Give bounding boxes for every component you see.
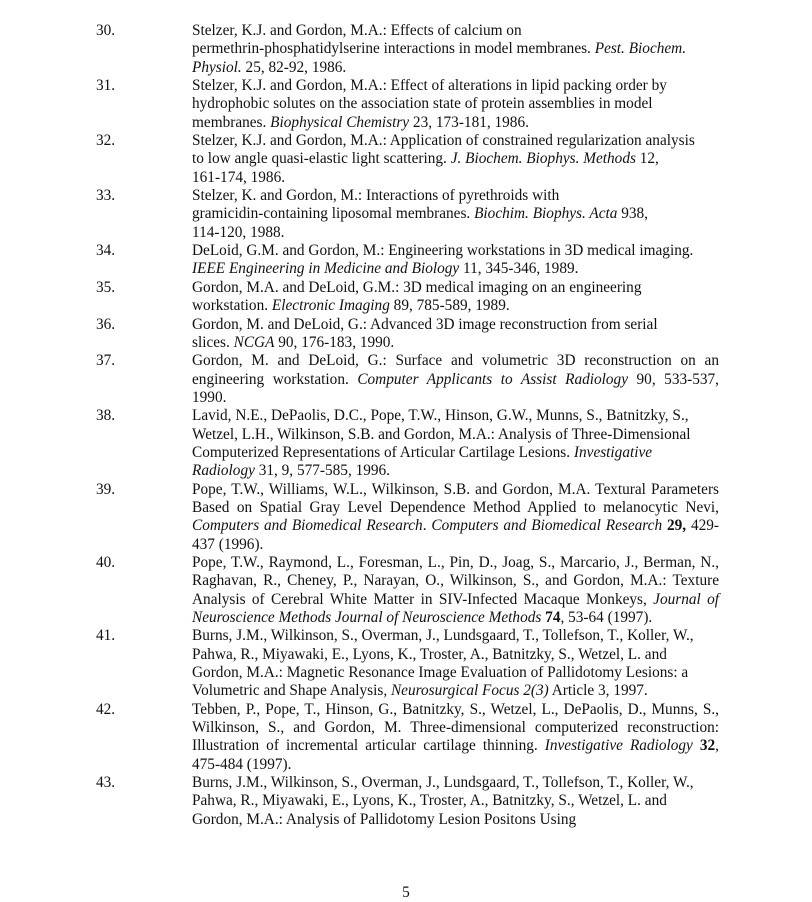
journal-title: IEEE Engineering in Medicine and Biology	[192, 260, 460, 278]
reference-fragment: Pope, T.W., Raymond, L., Foresman, L., Pin, D., Joag, S., Marcario, J., Berman, N., Raghavan, R., Cheney, P., Narayan, O., Wilkinson, S., and Gordon, M.A.: Texture Analysis of Cerebral White Matter in SIV-Infected Macaque Monkeys,	[192, 553, 719, 608]
reference-text	[192, 22, 719, 77]
reference-item	[0, 407, 812, 480]
reference-fragment: membranes.	[192, 113, 271, 131]
reference-text	[192, 187, 719, 242]
reference-fragment: Burns, J.M., Wilkinson, S., Overman, J., Lundsgaard, T., Tollefson, T., Koller, W.,	[192, 774, 694, 792]
reference-item	[0, 554, 812, 627]
journal-title: Computers and Biomedical Research	[192, 517, 423, 535]
reference-fragment: workstation.	[192, 297, 272, 315]
journal-title: Investigative	[573, 443, 653, 461]
reference-number: 40.	[96, 553, 116, 571]
reference-fragment: 938,	[617, 205, 648, 223]
reference-number: 31.	[96, 77, 116, 95]
journal-title: Investigative Radiology	[544, 737, 693, 755]
reference-text	[192, 279, 719, 316]
journal-title: Journal of Neuroscience Methods Journal of Neuroscience Methods	[192, 590, 719, 626]
reference-number: 36.	[96, 315, 116, 333]
reference-number: 32.	[96, 132, 116, 150]
reference-number: 37.	[96, 352, 116, 370]
reference-fragment: 161-174, 1986.	[192, 168, 286, 186]
reference-fragment: 12,	[635, 150, 659, 168]
journal-title: Computers and Biomedical Research	[431, 517, 663, 535]
reference-fragment: , 53-64 (1997).	[560, 609, 653, 626]
reference-text	[192, 316, 719, 353]
reference-fragment: 89, 785-589, 1989.	[389, 297, 510, 315]
journal-title: Neurosurgical Focus 2(3)	[390, 682, 549, 700]
reference-fragment	[693, 737, 700, 754]
reference-item	[0, 242, 812, 279]
reference-fragment: 11, 345-346, 1989.	[459, 260, 579, 278]
reference-fragment: gramicidin-containing liposomal membranes.	[192, 205, 475, 223]
reference-item	[0, 481, 812, 554]
reference-number: 43.	[96, 774, 116, 792]
reference-text	[192, 242, 719, 279]
reference-fragment: Gordon, M. and DeLoid, G.: Surface and volumetric 3D reconstruction on an engineering workstation.	[192, 352, 719, 388]
reference-item	[0, 701, 812, 774]
journal-title: Computer Applicants to Assist Radiology	[357, 370, 628, 388]
reference-fragment: slices.	[192, 333, 234, 351]
reference-number: 30.	[96, 22, 116, 39]
journal-title: Electronic Imaging	[271, 297, 390, 315]
reference-number: 39.	[96, 480, 116, 498]
reference-fragment: Volumetric and Shape Analysis,	[192, 682, 391, 700]
reference-text	[192, 352, 719, 407]
journal-title: Physiol.	[192, 58, 242, 76]
reference-number: 38.	[96, 407, 116, 425]
journal-title: Pest. Biochem.	[594, 40, 687, 58]
reference-fragment: Pope, T.W., Williams, W.L., Wilkinson, S.B. and Gordon, M.A. Textural Parameters Based on Spatial Gray Level Dependence Method Applied to melanocytic Nevi,	[192, 480, 719, 516]
reference-fragment: Stelzer, K.J. and Gordon, M.A.: Effect of alterations in lipid packing order by	[192, 77, 667, 95]
reference-text	[192, 554, 719, 627]
reference-item	[0, 22, 812, 77]
journal-title: Radiology	[192, 462, 255, 480]
reference-number: 34.	[96, 242, 116, 260]
reference-fragment: 25, 82-92, 1986.	[241, 58, 347, 76]
reference-text	[192, 407, 719, 480]
reference-fragment: Computerized Representations of Articular Cartilage Lesions.	[192, 443, 574, 461]
reference-item	[0, 352, 812, 407]
volume-number: 29,	[666, 517, 687, 535]
reference-number: 35.	[96, 278, 116, 296]
reference-fragment: permethrin-phosphatidylserine interactions in model membranes.	[192, 40, 595, 58]
reference-fragment: Article 3, 1997.	[548, 682, 648, 700]
reference-fragment: 90, 176-183, 1990.	[274, 333, 395, 351]
reference-fragment: 429-437 (1996).	[192, 517, 720, 553]
reference-fragment: .	[422, 517, 432, 535]
reference-item	[0, 187, 812, 242]
reference-fragment: to low angle quasi-elastic light scattering.	[192, 150, 451, 168]
reference-text	[192, 132, 719, 187]
reference-fragment: Gordon, M.A.: Analysis of Pallidotomy Lesion Positons Using	[192, 810, 577, 828]
reference-fragment: , 475-484 (1997).	[192, 737, 719, 773]
reference-item	[0, 774, 812, 829]
reference-number: 41.	[96, 627, 116, 645]
reference-fragment: Gordon, M.A. and DeLoid, G.M.: 3D medical imaging on an engineering	[192, 278, 642, 296]
reference-list	[0, 22, 812, 829]
reference-fragment: Lavid, N.E., DePaolis, D.C., Pope, T.W., Hinson, G.W., Munns, S., Batnitzky, S.,	[192, 407, 689, 425]
reference-fragment: Gordon, M. and DeLoid, G.: Advanced 3D image reconstruction from serial	[192, 315, 658, 333]
reference-number: 33.	[96, 187, 116, 205]
reference-text	[192, 627, 719, 700]
reference-fragment: Tebben, P., Pope, T., Hinson, G., Batnitzky, S., Wetzel, L., DePaolis, D., Munns, S., Wilkinson, S., and Gordon, M. Three-dimensional computerized reconstruction: Illustration of incremental articular cartilage thinning.	[192, 700, 719, 755]
reference-fragment: Stelzer, K. and Gordon, M.: Interactions of pyrethroids with	[192, 187, 560, 205]
reference-item	[0, 77, 812, 132]
reference-fragment: 23, 173-181, 1986.	[409, 113, 529, 131]
reference-fragment: Gordon, M.A.: Magnetic Resonance Image Evaluation of Pallidotomy Lesions: a	[192, 664, 689, 682]
reference-fragment: DeLoid, G.M. and Gordon, M.: Engineering workstations in 3D medical imaging.	[192, 242, 694, 260]
reference-item	[0, 316, 812, 353]
journal-title: Biochim. Biophys. Acta	[474, 205, 618, 223]
reference-text	[192, 701, 719, 774]
reference-text	[192, 77, 719, 132]
volume-number: 32	[699, 737, 716, 755]
reference-fragment: Burns, J.M., Wilkinson, S., Overman, J., Lundsgaard, T., Tollefson, T., Koller, W.,	[192, 627, 694, 645]
reference-item	[0, 627, 812, 700]
reference-fragment: hydrophobic solutes on the association state of protein assemblies in model	[192, 95, 653, 113]
journal-title: NCGA	[233, 333, 275, 351]
reference-text	[192, 774, 719, 829]
volume-number: 74	[545, 609, 561, 626]
reference-fragment: Pahwa, R., Miyawaki, E., Lyons, K., Troster, A., Batnitzky, S., Wetzel, L. and	[192, 792, 667, 810]
journal-title: J. Biochem. Biophys. Methods	[450, 150, 636, 168]
reference-fragment: 114-120, 1988.	[192, 223, 285, 241]
reference-number: 42.	[96, 700, 116, 718]
reference-item	[0, 132, 812, 187]
reference-text	[192, 481, 719, 554]
reference-item	[0, 279, 812, 316]
page-number: 5	[402, 884, 410, 901]
reference-fragment: 90, 533-537, 1990.	[192, 370, 719, 406]
reference-fragment: Stelzer, K.J. and Gordon, M.A.: Effects of calcium on	[192, 22, 522, 39]
reference-fragment: Stelzer, K.J. and Gordon, M.A.: Application of constrained regularization analysis	[192, 132, 695, 150]
journal-title: Biophysical Chemistry	[270, 113, 410, 131]
reference-fragment: Wetzel, L.H., Wilkinson, S.B. and Gordon, M.A.: Analysis of Three-Dimensional	[192, 425, 691, 443]
reference-fragment: 31, 9, 577-585, 1996.	[254, 462, 391, 480]
reference-fragment: Pahwa, R., Miyawaki, E., Lyons, K., Troster, A., Batnitzky, S., Wetzel, L. and	[192, 645, 667, 663]
